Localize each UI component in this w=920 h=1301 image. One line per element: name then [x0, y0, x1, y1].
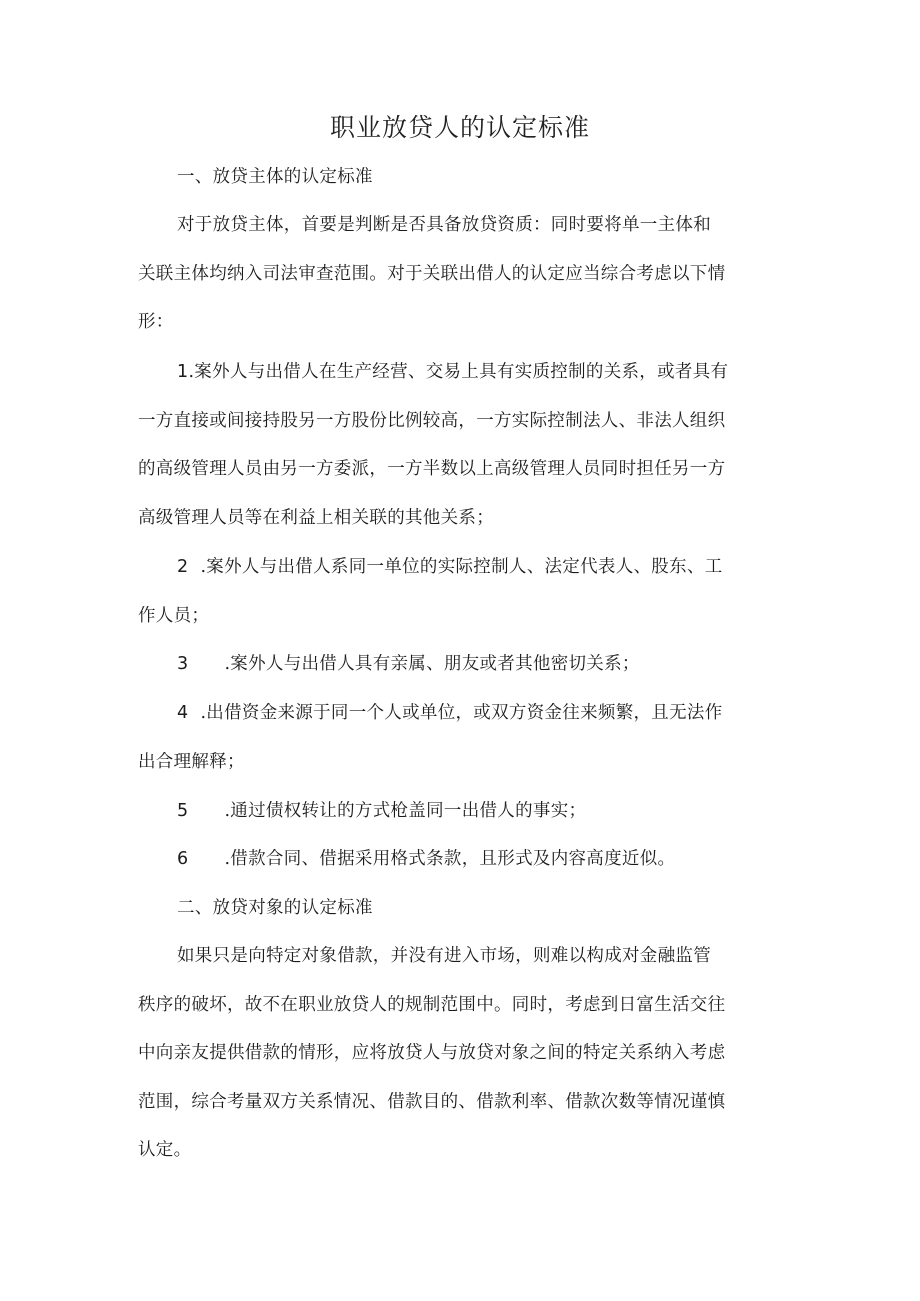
list-item-number: 2	[177, 557, 189, 577]
list-item-text: .案外人与出借人系同一单位的实际控制人、法定代表人、股东、工	[200, 557, 723, 577]
list-item-2	[138, 543, 788, 640]
list-item-first-line	[138, 787, 788, 836]
list-item-5	[138, 787, 788, 836]
list-item-first-line	[138, 689, 788, 738]
list-item-number: 1	[177, 362, 189, 382]
paragraph-line: 形：	[138, 312, 174, 333]
document-title: 职业放贷人的认定标准	[329, 113, 590, 142]
paragraph-line: 范围，综合考量双方关系情况、借款目的、借款利率、借款次数等情况谨慎	[138, 1091, 726, 1112]
paragraph-line: 认定。	[138, 1140, 192, 1161]
list-item-number: 4	[177, 703, 189, 723]
list-item-text: .案外人与出借人在生产经营、交易上具有实质控制的关系，或者具有	[188, 362, 729, 382]
list-item-line: 一方直接或间接持股另一方股份比例较高，一方实际控制法人、非法人组织	[138, 410, 726, 431]
list-item-3	[138, 640, 788, 689]
section-heading-2	[138, 884, 788, 933]
paragraph-line: 如果只是向特定对象借款，并没有进入市场，则难以构成对金融监管	[177, 946, 711, 966]
list-item-first-line	[138, 835, 788, 884]
list-item-4	[138, 689, 788, 786]
list-item-first-line	[138, 640, 788, 689]
paragraph-line: 对于放贷主体，首要是判断是否具备放贷资质：同时要将单一主体和	[177, 215, 711, 235]
section-heading-text: 一、放贷主体的认定标准	[177, 167, 373, 187]
list-item-line: 出合理解释；	[138, 751, 245, 772]
list-item-text: .案外人与出借人具有亲属、朋友或者其他密切关系；	[224, 654, 640, 674]
paragraph-line: 中向亲友提供借款的情形，应将放贷人与放贷对象之间的特定关系纳入考虑	[138, 1043, 726, 1064]
list-item-number: 3	[177, 654, 189, 674]
paragraph-line: 秩序的破坏，故不在职业放贷人的规制范围中。同时，考虑到日富生活交往	[138, 994, 726, 1015]
list-item-line: 作人员；	[138, 605, 210, 626]
paragraph-section-2	[138, 932, 788, 1175]
list-item-6	[138, 835, 788, 884]
paragraph-intro	[138, 201, 788, 347]
list-item-text: .通过债权转让的方式枪盖同一出借人的事实；	[224, 801, 587, 821]
list-item-text: .出借资金来源于同一个人或单位，或双方资金往来频繁，且无法作	[200, 703, 723, 723]
list-item-number: 6	[177, 849, 189, 869]
list-item-1	[138, 348, 788, 542]
list-item-line: 高级管理人员等在利益上相关联的其他关系；	[138, 507, 494, 528]
list-item-number: 5	[177, 801, 189, 821]
paragraph-line: 关联主体均纳入司法审查范围。对于关联出借人的认定应当综合考虑以下情	[138, 263, 726, 284]
section-heading-1	[138, 153, 788, 202]
list-item-line: 的高级管理人员由另一方委派，一方半数以上高级管理人员同时担任另一方	[138, 459, 726, 480]
list-item-text: .借款合同、借据采用格式条款，且形式及内容高度近似。	[224, 849, 676, 869]
list-item-first-line	[138, 543, 788, 592]
list-item-first-line	[138, 348, 788, 397]
section-heading-text: 二、放贷对象的认定标准	[177, 898, 373, 918]
